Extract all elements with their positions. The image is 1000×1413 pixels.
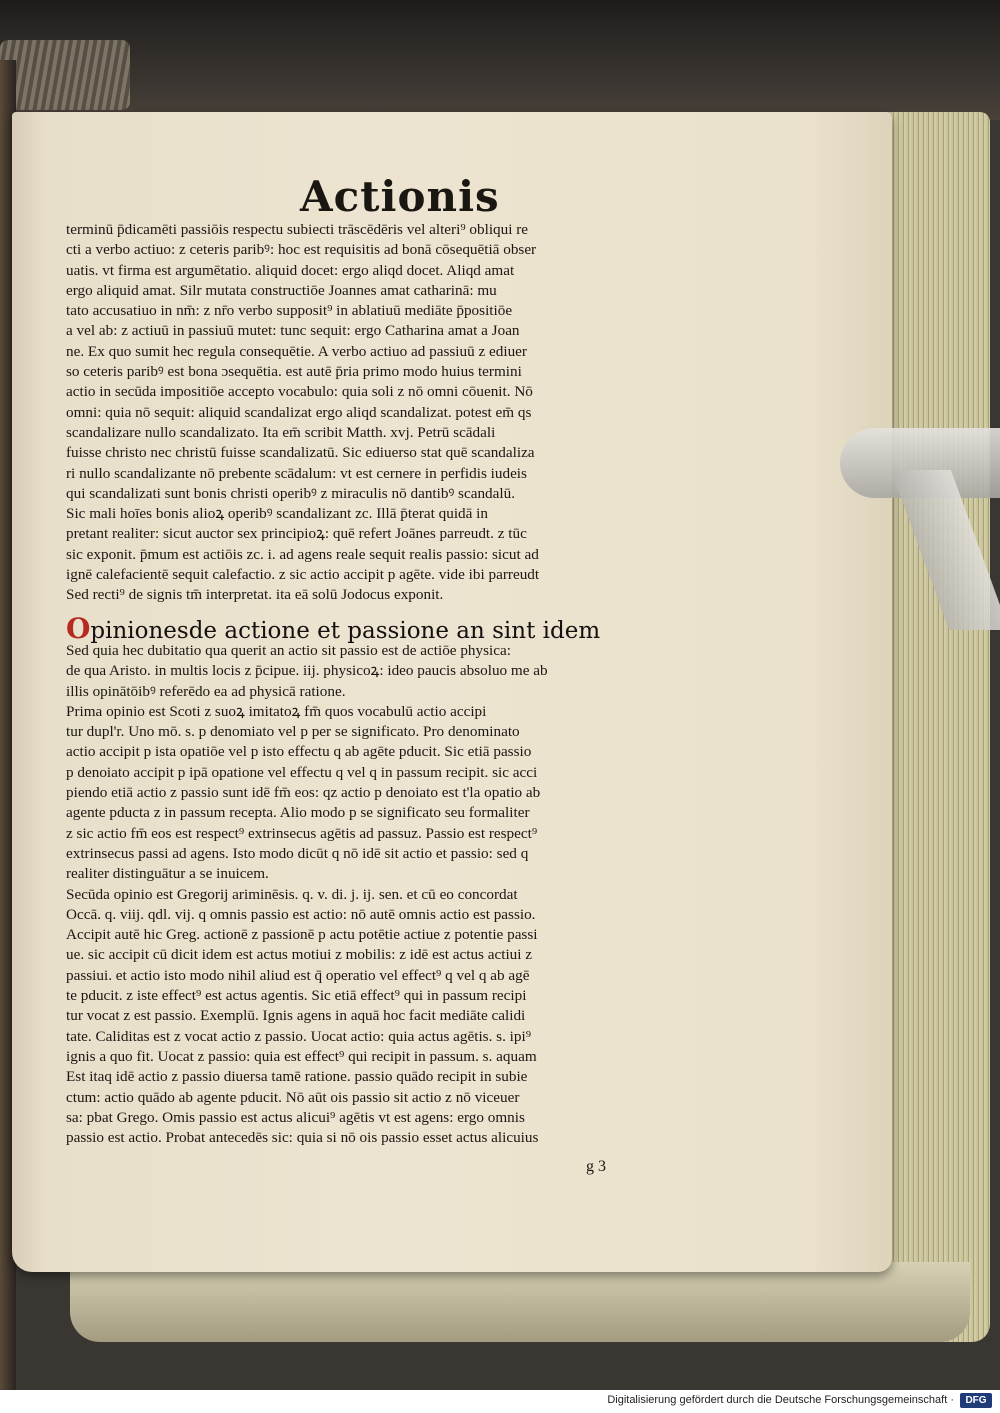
text-line: tate. Caliditas est z vocat actio z passio. Uocat actio: quia actus agētis. s. ipi⁹ [66, 1027, 531, 1045]
text-line: actio in secūda impositiōe accepto vocabulo: quia soli z nō omni cōuenit. Nō [66, 383, 533, 401]
text-line: illis opinātōibꝰ referēdo ea ad physicā ratione. [66, 682, 346, 700]
page-edges-bottom [70, 1262, 970, 1342]
text-line: ue. sic accipit cū dicit idem est actus motiui z mobilis: z idē est actus actiui z [66, 946, 533, 964]
text-line: extrinsecus passi ad agens. Isto modo dicūt q nō idē sit actio et passio: sed q [66, 844, 529, 862]
text-line: te pducit. z iste effect⁹ est actus agentis. Sic etiā effect⁹ qui in passum recipi [66, 987, 527, 1005]
text-line: sa: pbat Grego. Omis passio est actus alicui⁹ agētis vt est agens: ergo omnis [66, 1108, 525, 1126]
text-line: piendo etiā actio z passio sunt idē fm̄ eos: qz actio p denoiato est t'la opatio ab [66, 784, 541, 802]
text-line: ctum: actio quādo ab agente pducit. Nō aūt ois passio sit actio z nō viceuer [66, 1088, 520, 1106]
text-line: cti a verbo actiuo: z ceteris paribꝰ: hoc est requisitis ad bonā cōsequētiā obser [66, 241, 537, 259]
text-line: qui scandalizati sunt bonis christi operibꝰ z miraculis nō dantibꝰ scandalū. [66, 484, 515, 502]
text-line: tato accusatiuo in nm̄: z nr̄o verbo supposit⁹ in ablatiuū mediāte p̄positiōe [66, 302, 513, 320]
text-line: z sic actio fm̄ eos est respect⁹ extrinsecus agētis ad passuz. Passio est respect⁹ [66, 824, 538, 842]
text-line: omni: quia nō sequit: aliquid scandalizat ergo aliqd scandalizat. potest em̄ qs [66, 403, 532, 421]
text-line: passiui. et actio isto modo nihil aliud est q̄ operatio vel effect⁹ q vel q ab agē [66, 966, 530, 984]
funding-credit: Digitalisierung gefördert durch die Deutsche Forschungsgemeinschaft · [607, 1394, 954, 1406]
text-line: Accipit autē hic Greg. actionē z passionē p actu potētie actiue z potentie passi [66, 926, 538, 944]
text-block-1 [66, 220, 688, 606]
text-line: tur vocat z est passio. Exemplū. Ignis agens in aquā hoc facit mediāte calidi [66, 1007, 526, 1025]
text-block-2 [66, 641, 688, 1148]
signature-mark: g 3 [586, 1158, 606, 1175]
headband [0, 40, 130, 110]
text-line: Sic mali hoīes bonis alioꝝ operibꝰ scandalizant zc. Illā p̄terat quidā in [66, 505, 488, 523]
text-line: ri nullo scandalizante nō prebente scādalum: vt est cernere in perfidis iudeis [66, 464, 527, 482]
text-line: p denoiato accipit p ipā opatione vel effectu q vel q in passum recipit. sic acci [66, 763, 538, 781]
text-line: so ceteris paribꝰ est bona ɔsequētia. est autē p̄ria primo modo huius termini [66, 363, 522, 381]
text-line: Occā. q. viij. qdl. vij. q omnis passio est actio: nō autē omnis actio est passio. [66, 905, 536, 923]
section-heading-text: pinionesde actione et passione an sint idem [90, 618, 601, 644]
text-line: ne. Ex quo sumit hec regula consequētie. A verbo actiuo ad passiuū z ediuer [66, 342, 527, 360]
text-line: passio est actio. Probat antecedēs sic: quia si nō ois passio esset actus alicuius [66, 1129, 539, 1147]
section-initial: O [66, 612, 91, 645]
text-line: sic exponit. p̄mum est actiōis zc. i. ad agens reale sequit realis passio: sicut ad [66, 545, 539, 563]
text-line: terminū p̄dicamēti passiōis respectu subiecti trāscēdēris vel alteri⁹ obliqui re [66, 221, 529, 238]
page-edges-right [886, 112, 990, 1342]
text-line: Sed recti⁹ de signis tm̄ interpretat. ita eā solū Jodocus exponit. [66, 586, 444, 604]
text-line: uatis. vt firma est argumētatio. aliquid docet: ergo aliqd docet. Aliqd amat [66, 261, 515, 279]
text-line: Secūda opinio est Gregorij ariminēsis. q. v. di. j. ij. sen. et cū eo concordat [66, 885, 518, 903]
text-line: ignē calefacientē sequit calefactio. z sic actio accipit p agēte. vide ibi parreudt [66, 566, 540, 584]
text-line: Est itaq idē actio z passio diuersa tamē ratione. passio quādo recipit in subie [66, 1068, 528, 1086]
text-line: pretant realiter: sicut auctor sex principioꝝ: quē refert Joānes parreudt. z tūc [66, 525, 527, 543]
text-line: actio accipit p ista opatiōe vel p isto effectu q ab agēte pducit. Sic etiā passio [66, 743, 532, 761]
footer-bar [0, 1390, 1000, 1413]
text-line: realiter distinguātur a se inuicem. [66, 865, 269, 883]
text-line: a vel ab: z actiuū in passiuū mutet: tunc sequit: ergo Catharina amat a Joan [66, 322, 520, 340]
text-line: ignis a quo fit. Uocat z passio: quia est effect⁹ qui recipit in passum. s. aquam [66, 1047, 537, 1065]
text-line: Prima opinio est Scoti z suoꝝ imitatoꝝ fm̄ quos vocabulū actio accipi [66, 702, 487, 720]
text-line: Sed quia hec dubitatio qua querit an actio sit passio est de actiōe physica: [66, 642, 511, 659]
running-head: Actionis [300, 172, 500, 221]
book-cover-top [0, 0, 1000, 120]
text-line: de qua Aristo. in multis locis z p̄cipue. iij. physicoꝝ: ideo paucis absoluo me ab [66, 662, 548, 680]
dfg-logo: DFG [960, 1393, 992, 1408]
text-line: ergo aliquid amat. Silr mutata constructiōe Joannes amat catharinā: mu [66, 281, 497, 299]
text-line: fuisse christo nec christū fuisse scandalizatū. Sic ediuerso stat quē scandaliza [66, 444, 535, 462]
text-line: scandalizare nullo scandalizato. Ita em̄ scribit Matth. xvj. Petrū scādali [66, 423, 496, 441]
text-line: agente pducta z in passum recepta. Alio modo p se significato seu formaliter [66, 804, 530, 822]
text-line: tur dupl'r. Uno mō. s. p denomiato vel p per se significato. Pro denominato [66, 723, 520, 741]
